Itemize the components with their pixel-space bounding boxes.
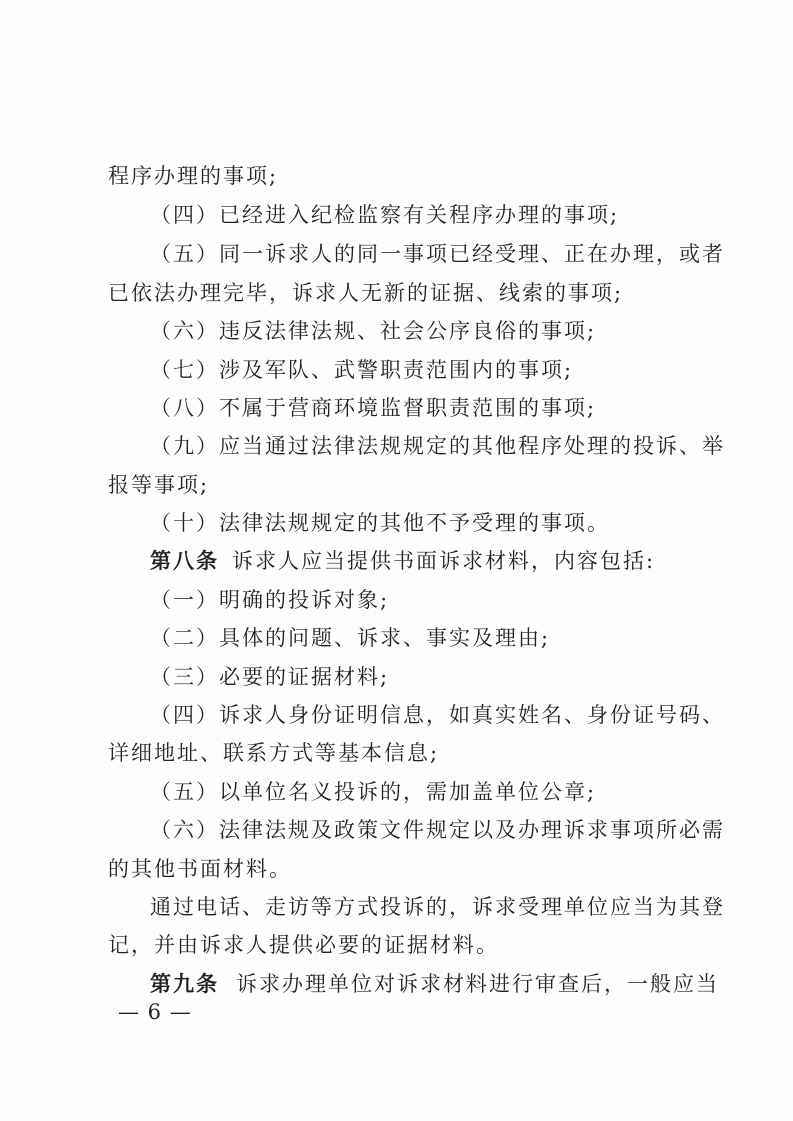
page-number: — 6 — — [118, 1000, 192, 1024]
line-text: 通过电话、走访等方式投诉的，诉求受理单位应当为其登 — [150, 895, 725, 919]
line-text: （一）明确的投诉对象; — [150, 588, 390, 612]
line-text: 详细地址、联系方式等基本信息; — [108, 741, 440, 765]
line-text: （五）同一诉求人的同一事项已经受理、正在办理，或者 — [150, 242, 725, 266]
line-text: （四）诉求人身份证明信息，如真实姓名、身份证号码、 — [150, 703, 725, 727]
line-text: （二）具体的问题、诉求、事实及理由; — [150, 626, 551, 650]
article-heading: 第九条 — [150, 971, 219, 996]
line-text: 记，并由诉求人提供必要的证据材料。 — [108, 933, 499, 957]
line-text: （六）违反法律法规、社会公序良俗的事项; — [150, 319, 597, 343]
line-text: 已依法办理完毕，诉求人无新的证据、线索的事项; — [108, 281, 624, 305]
line-text: （四）已经进入纪检监察有关程序办理的事项; — [150, 203, 620, 227]
line-text: （九）应当通过法律法规规定的其他程序处理的投诉、举 — [150, 434, 725, 458]
line-text: （七）涉及军队、武警职责范围内的事项; — [150, 358, 574, 382]
line-text: （八）不属于营商环境监督职责范围的事项; — [150, 396, 597, 420]
line-text: （十）法律法规规定的其他不予受理的事项。 — [150, 511, 610, 535]
article-heading: 第八条 — [150, 548, 219, 573]
line-text: 报等事项; — [108, 473, 210, 497]
line-text: （三）必要的证据材料; — [150, 665, 390, 689]
line-text: 诉求人应当提供书面诉求材料，内容包括: — [232, 549, 656, 573]
line-text: 程序办理的事项; — [108, 164, 279, 188]
line-text: （六）法律法规及政策文件规定以及办理诉求事项所必需 — [150, 818, 725, 842]
line-text: 诉求办理单位对诉求材料进行审查后，一般应当 — [236, 972, 719, 996]
line-text: 的其他书面材料。 — [108, 857, 292, 881]
line-text: （五）以单位名义投诉的，需加盖单位公章; — [150, 780, 597, 804]
